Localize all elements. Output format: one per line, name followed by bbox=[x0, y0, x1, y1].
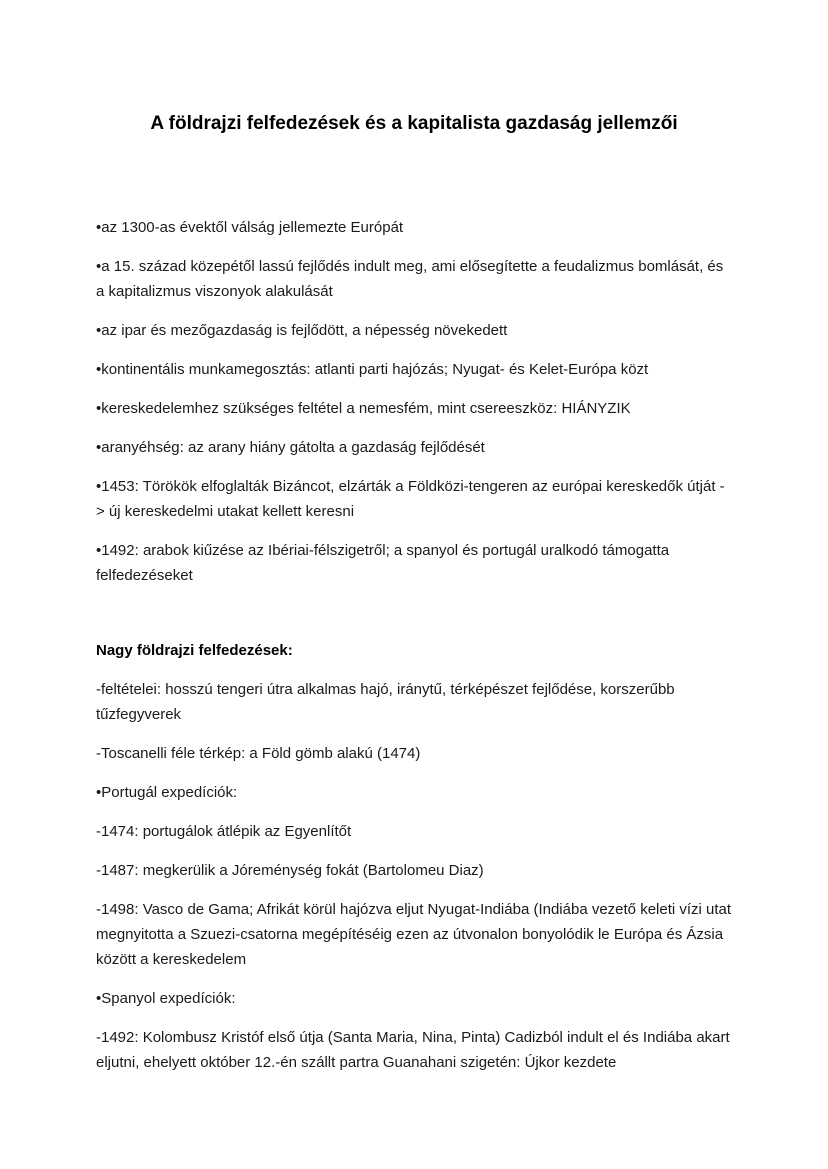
paragraph: -1498: Vasco de Gama; Afrikát körül hajózva eljut Nyugat-Indiába (Indiába vezető keleti vízi utat megnyitotta a Szuezi-csatorna megépítéséig ezen az útvonalon bonyolódik le Európa és Ázsia között a kereskedelem bbox=[96, 900, 736, 968]
paragraph: •Spanyol expedíciók: bbox=[96, 989, 236, 1007]
paragraph: -feltételei: hosszú tengeri útra alkalmas hajó, iránytű, térképészet fejlődése, korszerűbb tűzfegyverek bbox=[96, 680, 679, 723]
paragraph: •kereskedelemhez szükséges feltétel a nemesfém, mint csereeszköz: HIÁNYZIK bbox=[96, 399, 631, 417]
paragraph: •az 1300-as évektől válság jellemezte Európát bbox=[96, 218, 404, 236]
paragraph: -1474: portugálok átlépik az Egyenlítőt bbox=[96, 822, 352, 840]
paragraph: -1487: megkerülik a Jóreménység fokát (Bartolomeu Diaz) bbox=[96, 861, 484, 879]
paragraph: -1492: Kolombusz Kristóf első útja (Santa Maria, Nina, Pinta) Cadizból indult el és Indiába akart eljutni, ehelyett október 12.-én szállt partra Guanahani szigetén: Újkor kezdete bbox=[96, 1028, 734, 1071]
paragraph: •Portugál expedíciók: bbox=[96, 783, 238, 801]
paragraph: •kontinentális munkamegosztás: atlanti parti hajózás; Nyugat- és Kelet-Európa közt bbox=[96, 360, 649, 378]
paragraph: •az ipar és mezőgazdaság is fejlődött, a népesség növekedett bbox=[96, 321, 508, 339]
document-title: A földrajzi felfedezések és a kapitalista gazdaság jellemzői bbox=[150, 113, 678, 134]
section-heading: Nagy földrajzi felfedezések: bbox=[96, 641, 293, 659]
paragraph: •1453: Törökök elfoglalták Bizáncot, elzárták a Földközi-tengeren az európai kereskedők útját -> új kereskedelmi utakat kellett keresni bbox=[96, 477, 725, 520]
paragraph: •a 15. század közepétől lassú fejlődés indult meg, ami elősegítette a feudalizmus bomlását, és a kapitalizmus viszonyok alakulását bbox=[96, 257, 728, 300]
paragraph: •aranyéhség: az arany hiány gátolta a gazdaság fejlődését bbox=[96, 438, 485, 456]
paragraph: -Toscanelli féle térkép: a Föld gömb alakú (1474) bbox=[96, 744, 421, 762]
paragraph: •1492: arabok kiűzése az Ibériai-félszigetről; a spanyol és portugál uralkodó támogatta felfedezéseket bbox=[96, 541, 674, 584]
